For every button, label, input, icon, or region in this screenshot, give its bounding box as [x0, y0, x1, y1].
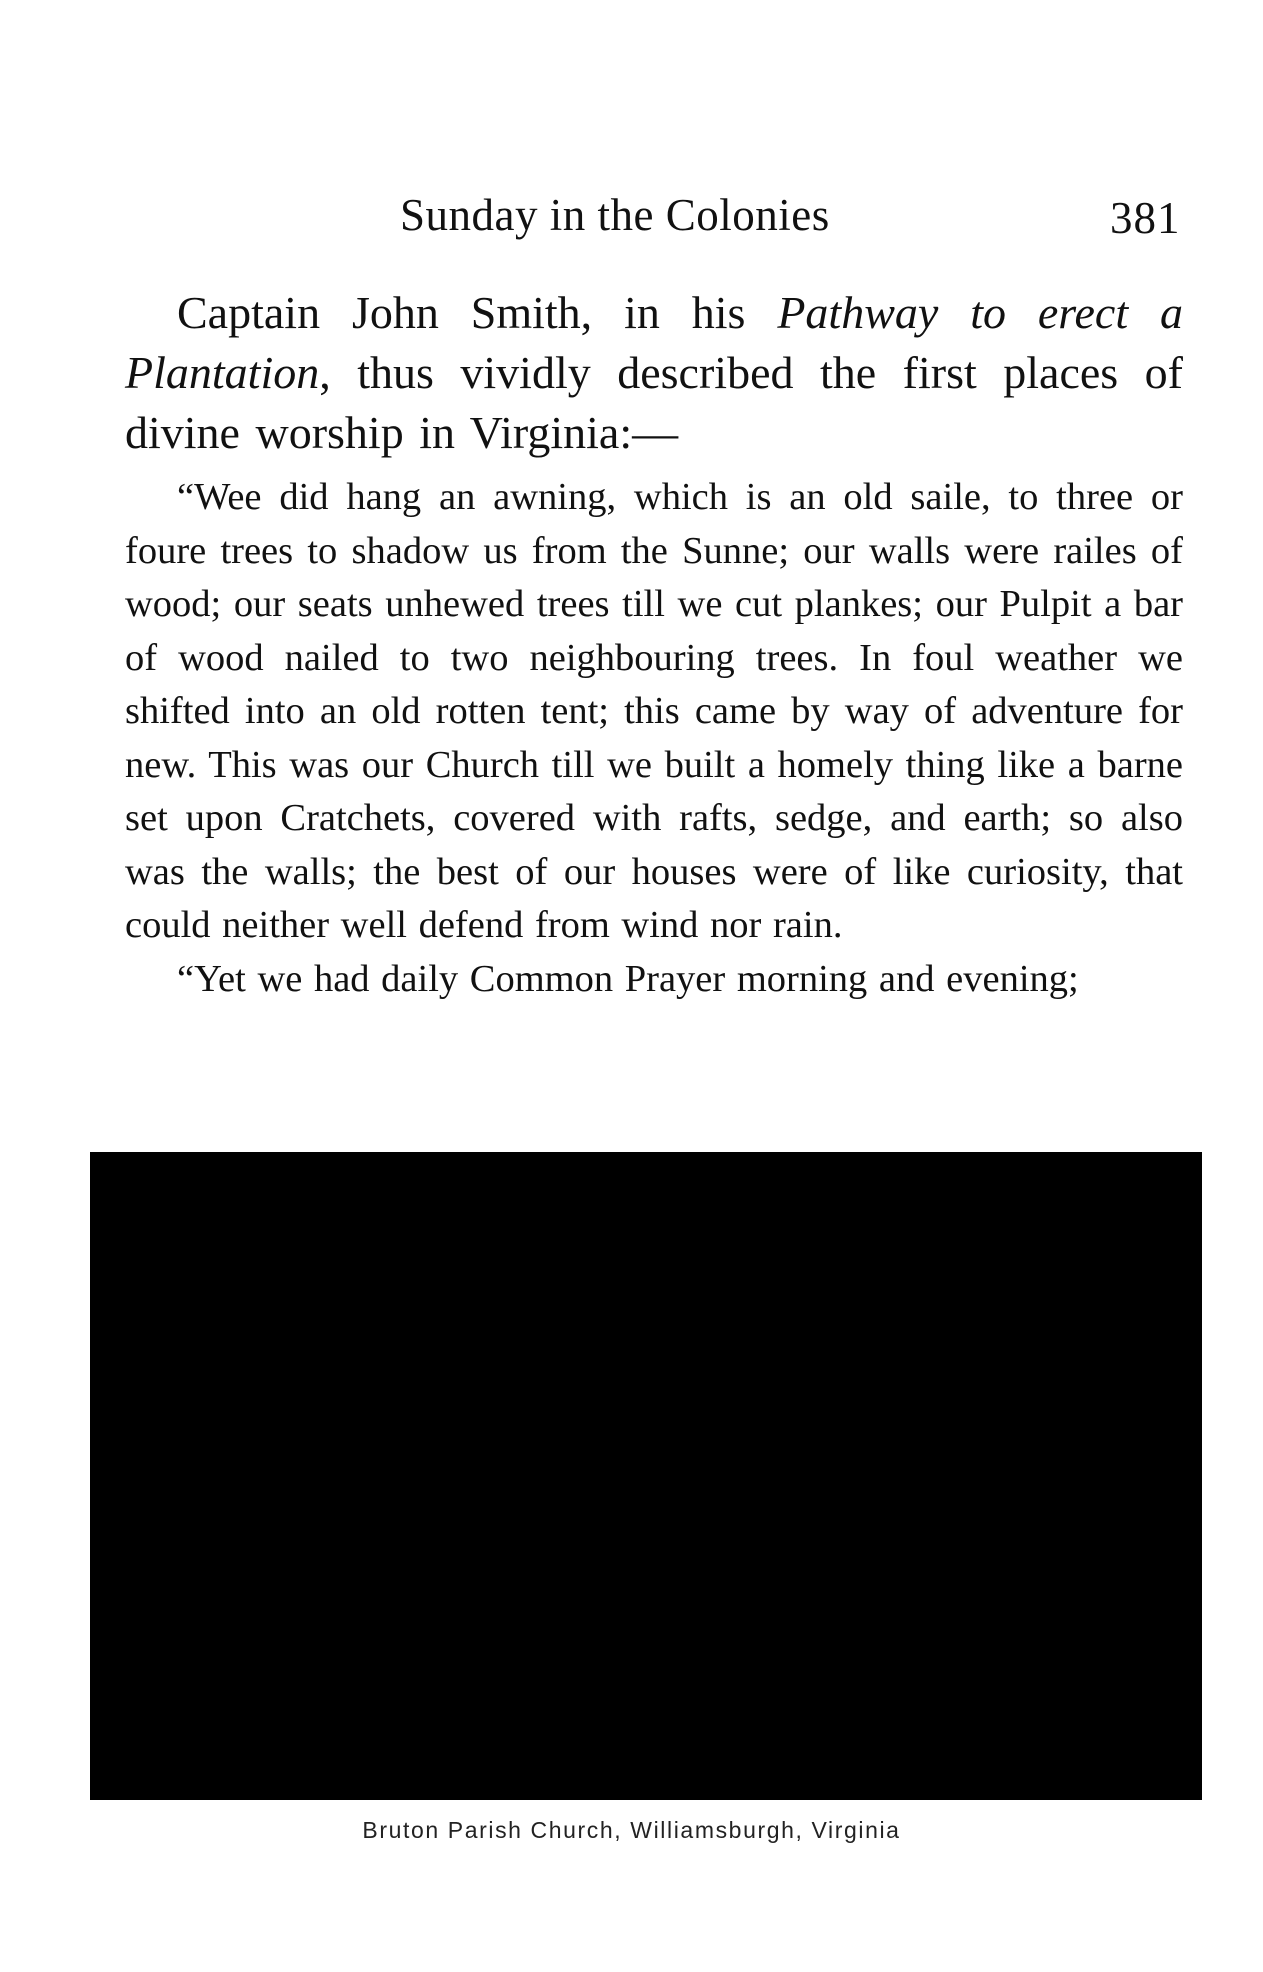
intro-lead: Captain John Smith, in his [177, 287, 778, 338]
intro-rest: , thus vividly described the first places of divine worship in Virginia:— [125, 347, 1183, 458]
running-head [0, 185, 1263, 245]
work-title-part1: Pathway to erect a [777, 287, 1183, 338]
illustration-caption: Bruton Parish Church, Williamsburgh, Virginia [362, 1817, 901, 1843]
body-text [125, 283, 1183, 1006]
quote-paragraph-continued: “Yet we had daily Common Prayer morning and evening; [177, 957, 1079, 1000]
quote-paragraph: “Wee did hang an awning, which is an old saile, to three or foure trees to shadow us from the Sunne; our walls were railes of wood; our seats unhewed trees till we cut plankes; our Pulpit a bar of wood nailed to two neighbouring trees. In foul weather we shifted into an old rotten tent; this came by way of adventure for new. This was our Church till we built a homely thing like a barne set upon Cratchets, covered with rafts, sedge, and earth; so also was the walls; the best of our houses were of like curiosity, that could neither well defend from wind nor rain. [125, 476, 1183, 946]
church-illustration [90, 1152, 1202, 1800]
work-title-part2: Plantation [125, 347, 320, 398]
running-title: Sunday in the Colonies [400, 190, 830, 240]
page-number: 381 [1110, 193, 1181, 243]
intro-paragraph [125, 283, 1183, 463]
